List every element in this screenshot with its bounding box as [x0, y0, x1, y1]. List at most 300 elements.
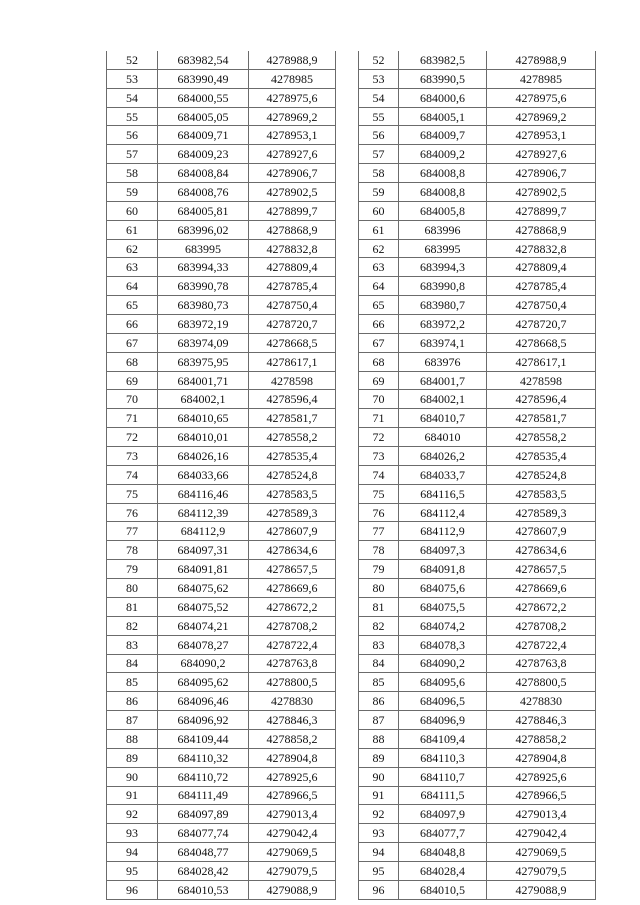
x-coordinate-cell: 684075,52: [158, 597, 249, 616]
y-coordinate-cell: 4278927,6: [487, 145, 596, 164]
table-row: [107, 579, 336, 598]
table-row: [107, 333, 336, 352]
y-coordinate-cell: 4278785,4: [487, 277, 596, 296]
point-number-cell: 90: [107, 767, 158, 786]
table-row: [359, 805, 596, 824]
point-number-cell: 71: [107, 409, 158, 428]
y-coordinate-cell: 4278904,8: [487, 748, 596, 767]
x-coordinate-cell: 684026,16: [158, 447, 249, 466]
point-number-cell: 60: [359, 201, 399, 220]
point-number-cell: 78: [107, 541, 158, 560]
x-coordinate-cell: 684008,84: [158, 164, 249, 183]
table-row: [359, 880, 596, 899]
x-coordinate-cell: 684109,44: [158, 729, 249, 748]
y-coordinate-cell: 4278750,4: [487, 296, 596, 315]
x-coordinate-cell: 684075,62: [158, 579, 249, 598]
point-number-cell: 96: [359, 880, 399, 899]
y-coordinate-cell: 4278966,5: [487, 786, 596, 805]
x-coordinate-cell: 683995: [158, 239, 249, 258]
y-coordinate-cell: 4278657,5: [249, 560, 336, 579]
y-coordinate-cell: 4279013,4: [487, 805, 596, 824]
point-number-cell: 55: [359, 107, 399, 126]
x-coordinate-cell: 684112,4: [399, 503, 487, 522]
table-row: [107, 258, 336, 277]
x-coordinate-cell: 684090,2: [399, 654, 487, 673]
table-row: [107, 503, 336, 522]
table-row: [107, 220, 336, 239]
x-coordinate-cell: 684110,72: [158, 767, 249, 786]
y-coordinate-cell: 4278607,9: [249, 522, 336, 541]
x-coordinate-cell: 684008,8: [399, 164, 487, 183]
table-row: [359, 296, 596, 315]
point-number-cell: 54: [107, 88, 158, 107]
y-coordinate-cell: 4278858,2: [487, 729, 596, 748]
table-row: [107, 51, 336, 69]
table-row: [107, 465, 336, 484]
x-coordinate-cell: 684091,8: [399, 560, 487, 579]
point-number-cell: 85: [107, 673, 158, 692]
y-coordinate-cell: 4278708,2: [487, 616, 596, 635]
point-number-cell: 70: [107, 390, 158, 409]
point-number-cell: 95: [359, 861, 399, 880]
point-number-cell: 73: [359, 447, 399, 466]
point-number-cell: 60: [107, 201, 158, 220]
x-coordinate-cell: 684097,9: [399, 805, 487, 824]
table-row: [359, 692, 596, 711]
point-number-cell: 52: [107, 51, 158, 69]
point-number-cell: 88: [107, 729, 158, 748]
point-number-cell: 77: [107, 522, 158, 541]
table-row: [107, 560, 336, 579]
y-coordinate-cell: 4278985: [487, 69, 596, 88]
table-row: [359, 201, 596, 220]
x-coordinate-cell: 683974,09: [158, 333, 249, 352]
point-number-cell: 59: [107, 183, 158, 202]
table-row: [359, 145, 596, 164]
point-number-cell: 86: [107, 692, 158, 711]
point-number-cell: 55: [107, 107, 158, 126]
point-number-cell: 68: [359, 352, 399, 371]
point-number-cell: 85: [359, 673, 399, 692]
y-coordinate-cell: 4278846,3: [249, 711, 336, 730]
table-row: [359, 729, 596, 748]
y-coordinate-cell: 4278969,2: [487, 107, 596, 126]
x-coordinate-cell: 684005,1: [399, 107, 487, 126]
x-coordinate-cell: 683990,8: [399, 277, 487, 296]
x-coordinate-cell: 684000,55: [158, 88, 249, 107]
x-coordinate-cell: 683994,3: [399, 258, 487, 277]
x-coordinate-cell: 683980,7: [399, 296, 487, 315]
table-row: [359, 616, 596, 635]
y-coordinate-cell: 4278800,5: [249, 673, 336, 692]
table-row: [359, 107, 596, 126]
table-row: [107, 296, 336, 315]
x-coordinate-cell: 684008,76: [158, 183, 249, 202]
x-coordinate-cell: 684010,7: [399, 409, 487, 428]
point-number-cell: 81: [359, 597, 399, 616]
y-coordinate-cell: 4278906,7: [249, 164, 336, 183]
table-row: [107, 711, 336, 730]
table-row: [107, 145, 336, 164]
y-coordinate-cell: 4278634,6: [249, 541, 336, 560]
x-coordinate-cell: 684075,6: [399, 579, 487, 598]
x-coordinate-cell: 684096,46: [158, 692, 249, 711]
x-coordinate-cell: 684116,46: [158, 484, 249, 503]
point-number-cell: 94: [359, 843, 399, 862]
x-coordinate-cell: 683975,95: [158, 352, 249, 371]
y-coordinate-cell: 4278966,5: [249, 786, 336, 805]
y-coordinate-cell: 4278720,7: [487, 315, 596, 334]
y-coordinate-cell: 4278830: [249, 692, 336, 711]
y-coordinate-cell: 4278785,4: [249, 277, 336, 296]
point-number-cell: 79: [107, 560, 158, 579]
y-coordinate-cell: 4278617,1: [249, 352, 336, 371]
table-row: [359, 333, 596, 352]
x-coordinate-cell: 684116,5: [399, 484, 487, 503]
table-row: [107, 522, 336, 541]
point-number-cell: 81: [107, 597, 158, 616]
x-coordinate-cell: 684077,7: [399, 824, 487, 843]
y-coordinate-cell: 4278858,2: [249, 729, 336, 748]
y-coordinate-cell: 4278832,8: [249, 239, 336, 258]
y-coordinate-cell: 4278925,6: [487, 767, 596, 786]
table-row: [107, 843, 336, 862]
y-coordinate-cell: 4279088,9: [249, 880, 336, 899]
x-coordinate-cell: 684005,8: [399, 201, 487, 220]
point-number-cell: 67: [359, 333, 399, 352]
x-coordinate-cell: 684075,5: [399, 597, 487, 616]
x-coordinate-cell: 683996,02: [158, 220, 249, 239]
y-coordinate-cell: 4279069,5: [487, 843, 596, 862]
table-row: [359, 861, 596, 880]
point-number-cell: 94: [107, 843, 158, 862]
point-number-cell: 91: [107, 786, 158, 805]
coordinates-table-left-body: [107, 51, 336, 899]
y-coordinate-cell: 4278720,7: [249, 315, 336, 334]
table-row: [359, 126, 596, 145]
table-row: [359, 503, 596, 522]
point-number-cell: 58: [107, 164, 158, 183]
y-coordinate-cell: 4278988,9: [487, 51, 596, 69]
y-coordinate-cell: 4278953,1: [249, 126, 336, 145]
table-row: [359, 183, 596, 202]
table-row: [107, 541, 336, 560]
point-number-cell: 77: [359, 522, 399, 541]
y-coordinate-cell: 4278722,4: [487, 635, 596, 654]
table-row: [359, 69, 596, 88]
point-number-cell: 86: [359, 692, 399, 711]
x-coordinate-cell: 684078,3: [399, 635, 487, 654]
x-coordinate-cell: 684010,65: [158, 409, 249, 428]
x-coordinate-cell: 684010,5: [399, 880, 487, 899]
y-coordinate-cell: 4278988,9: [249, 51, 336, 69]
table-row: [359, 239, 596, 258]
y-coordinate-cell: 4278800,5: [487, 673, 596, 692]
point-number-cell: 56: [107, 126, 158, 145]
y-coordinate-cell: 4278708,2: [249, 616, 336, 635]
y-coordinate-cell: 4278904,8: [249, 748, 336, 767]
point-number-cell: 92: [107, 805, 158, 824]
x-coordinate-cell: 684033,66: [158, 465, 249, 484]
table-row: [359, 541, 596, 560]
table-row: [107, 786, 336, 805]
x-coordinate-cell: 684096,5: [399, 692, 487, 711]
x-coordinate-cell: 684026,2: [399, 447, 487, 466]
table-row: [359, 597, 596, 616]
table-row: [107, 729, 336, 748]
point-number-cell: 65: [107, 296, 158, 315]
x-coordinate-cell: 684110,7: [399, 767, 487, 786]
table-row: [359, 164, 596, 183]
point-number-cell: 72: [359, 428, 399, 447]
point-number-cell: 74: [107, 465, 158, 484]
y-coordinate-cell: 4278524,8: [487, 465, 596, 484]
point-number-cell: 90: [359, 767, 399, 786]
x-coordinate-cell: 684112,9: [158, 522, 249, 541]
point-number-cell: 61: [359, 220, 399, 239]
point-number-cell: 59: [359, 183, 399, 202]
point-number-cell: 70: [359, 390, 399, 409]
y-coordinate-cell: 4278975,6: [249, 88, 336, 107]
y-coordinate-cell: 4278657,5: [487, 560, 596, 579]
y-coordinate-cell: 4278902,5: [487, 183, 596, 202]
x-coordinate-cell: 684028,4: [399, 861, 487, 880]
point-number-cell: 58: [359, 164, 399, 183]
table-row: [359, 390, 596, 409]
x-coordinate-cell: 683980,73: [158, 296, 249, 315]
coordinates-table-left: [106, 51, 336, 900]
point-number-cell: 72: [107, 428, 158, 447]
point-number-cell: 64: [359, 277, 399, 296]
x-coordinate-cell: 683974,1: [399, 333, 487, 352]
y-coordinate-cell: 4278634,6: [487, 541, 596, 560]
table-row: [107, 861, 336, 880]
table-row: [107, 88, 336, 107]
table-row: [359, 786, 596, 805]
table-row: [107, 447, 336, 466]
y-coordinate-cell: 4278969,2: [249, 107, 336, 126]
y-coordinate-cell: 4278899,7: [487, 201, 596, 220]
y-coordinate-cell: 4278750,4: [249, 296, 336, 315]
x-coordinate-cell: 683972,2: [399, 315, 487, 334]
table-row: [359, 560, 596, 579]
point-number-cell: 57: [359, 145, 399, 164]
point-number-cell: 69: [107, 371, 158, 390]
point-number-cell: 91: [359, 786, 399, 805]
table-row: [359, 673, 596, 692]
y-coordinate-cell: 4278672,2: [249, 597, 336, 616]
table-row: [359, 824, 596, 843]
coordinates-table-right: [358, 51, 596, 900]
point-number-cell: 66: [107, 315, 158, 334]
x-coordinate-cell: 684112,39: [158, 503, 249, 522]
table-row: [107, 201, 336, 220]
table-row: [359, 371, 596, 390]
table-row: [359, 484, 596, 503]
point-number-cell: 79: [359, 560, 399, 579]
y-coordinate-cell: 4278985: [249, 69, 336, 88]
x-coordinate-cell: 684010,53: [158, 880, 249, 899]
point-number-cell: 84: [107, 654, 158, 673]
table-row: [359, 315, 596, 334]
point-number-cell: 83: [107, 635, 158, 654]
y-coordinate-cell: 4278524,8: [249, 465, 336, 484]
x-coordinate-cell: 683982,54: [158, 51, 249, 69]
y-coordinate-cell: 4279069,5: [249, 843, 336, 862]
table-row: [107, 107, 336, 126]
x-coordinate-cell: 684048,77: [158, 843, 249, 862]
table-row: [107, 352, 336, 371]
table-row: [107, 69, 336, 88]
table-row: [107, 315, 336, 334]
x-coordinate-cell: 684010: [399, 428, 487, 447]
y-coordinate-cell: 4278925,6: [249, 767, 336, 786]
table-row: [107, 484, 336, 503]
y-coordinate-cell: 4278832,8: [487, 239, 596, 258]
point-number-cell: 82: [107, 616, 158, 635]
x-coordinate-cell: 684074,21: [158, 616, 249, 635]
y-coordinate-cell: 4278927,6: [249, 145, 336, 164]
x-coordinate-cell: 684091,81: [158, 560, 249, 579]
point-number-cell: 89: [107, 748, 158, 767]
x-coordinate-cell: 684009,71: [158, 126, 249, 145]
y-coordinate-cell: 4278809,4: [249, 258, 336, 277]
y-coordinate-cell: 4279042,4: [487, 824, 596, 843]
table-row: [359, 352, 596, 371]
y-coordinate-cell: 4278668,5: [487, 333, 596, 352]
point-number-cell: 75: [359, 484, 399, 503]
point-number-cell: 67: [107, 333, 158, 352]
y-coordinate-cell: 4278596,4: [249, 390, 336, 409]
table-row: [107, 748, 336, 767]
table-row: [107, 164, 336, 183]
point-number-cell: 53: [107, 69, 158, 88]
point-number-cell: 80: [359, 579, 399, 598]
table-row: [359, 654, 596, 673]
y-coordinate-cell: 4278809,4: [487, 258, 596, 277]
x-coordinate-cell: 683994,33: [158, 258, 249, 277]
x-coordinate-cell: 683996: [399, 220, 487, 239]
y-coordinate-cell: 4278589,3: [487, 503, 596, 522]
x-coordinate-cell: 683976: [399, 352, 487, 371]
point-number-cell: 52: [359, 51, 399, 69]
y-coordinate-cell: 4278669,6: [249, 579, 336, 598]
point-number-cell: 65: [359, 296, 399, 315]
y-coordinate-cell: 4278672,2: [487, 597, 596, 616]
table-row: [359, 220, 596, 239]
table-row: [359, 51, 596, 69]
y-coordinate-cell: 4278558,2: [249, 428, 336, 447]
y-coordinate-cell: 4278607,9: [487, 522, 596, 541]
table-row: [107, 880, 336, 899]
table-row: [359, 258, 596, 277]
x-coordinate-cell: 684110,3: [399, 748, 487, 767]
y-coordinate-cell: 4279088,9: [487, 880, 596, 899]
point-number-cell: 87: [359, 711, 399, 730]
point-number-cell: 62: [359, 239, 399, 258]
x-coordinate-cell: 684077,74: [158, 824, 249, 843]
point-number-cell: 74: [359, 465, 399, 484]
table-row: [107, 805, 336, 824]
x-coordinate-cell: 684090,2: [158, 654, 249, 673]
y-coordinate-cell: 4278535,4: [487, 447, 596, 466]
x-coordinate-cell: 684002,1: [399, 390, 487, 409]
point-number-cell: 63: [359, 258, 399, 277]
y-coordinate-cell: 4279042,4: [249, 824, 336, 843]
y-coordinate-cell: 4278596,4: [487, 390, 596, 409]
point-number-cell: 63: [107, 258, 158, 277]
table-row: [359, 748, 596, 767]
x-coordinate-cell: 683972,19: [158, 315, 249, 334]
table-row: [359, 428, 596, 447]
point-number-cell: 66: [359, 315, 399, 334]
x-coordinate-cell: 684033,7: [399, 465, 487, 484]
point-number-cell: 57: [107, 145, 158, 164]
point-number-cell: 73: [107, 447, 158, 466]
y-coordinate-cell: 4278830: [487, 692, 596, 711]
point-number-cell: 92: [359, 805, 399, 824]
x-coordinate-cell: 684048,8: [399, 843, 487, 862]
y-coordinate-cell: 4278668,5: [249, 333, 336, 352]
point-number-cell: 82: [359, 616, 399, 635]
x-coordinate-cell: 684111,49: [158, 786, 249, 805]
point-number-cell: 54: [359, 88, 399, 107]
y-coordinate-cell: 4278763,8: [249, 654, 336, 673]
table-row: [359, 447, 596, 466]
y-coordinate-cell: 4278899,7: [249, 201, 336, 220]
table-row: [359, 409, 596, 428]
y-coordinate-cell: 4278868,9: [487, 220, 596, 239]
x-coordinate-cell: 684028,42: [158, 861, 249, 880]
x-coordinate-cell: 684112,9: [399, 522, 487, 541]
point-number-cell: 76: [359, 503, 399, 522]
coordinates-table-right-body: [359, 51, 596, 899]
point-number-cell: 84: [359, 654, 399, 673]
point-number-cell: 78: [359, 541, 399, 560]
x-coordinate-cell: 684009,7: [399, 126, 487, 145]
table-row: [107, 635, 336, 654]
point-number-cell: 87: [107, 711, 158, 730]
table-row: [107, 428, 336, 447]
y-coordinate-cell: 4279079,5: [249, 861, 336, 880]
point-number-cell: 64: [107, 277, 158, 296]
x-coordinate-cell: 684096,92: [158, 711, 249, 730]
x-coordinate-cell: 684074,2: [399, 616, 487, 635]
table-row: [107, 692, 336, 711]
y-coordinate-cell: 4278598: [487, 371, 596, 390]
x-coordinate-cell: 683982,5: [399, 51, 487, 69]
x-coordinate-cell: 684097,89: [158, 805, 249, 824]
x-coordinate-cell: 684097,3: [399, 541, 487, 560]
point-number-cell: 62: [107, 239, 158, 258]
table-row: [359, 579, 596, 598]
y-coordinate-cell: 4278617,1: [487, 352, 596, 371]
x-coordinate-cell: 683990,78: [158, 277, 249, 296]
table-row: [359, 767, 596, 786]
y-coordinate-cell: 4278589,3: [249, 503, 336, 522]
point-number-cell: 83: [359, 635, 399, 654]
point-number-cell: 76: [107, 503, 158, 522]
table-row: [359, 711, 596, 730]
point-number-cell: 71: [359, 409, 399, 428]
point-number-cell: 89: [359, 748, 399, 767]
x-coordinate-cell: 684111,5: [399, 786, 487, 805]
y-coordinate-cell: 4279013,4: [249, 805, 336, 824]
y-coordinate-cell: 4278583,5: [249, 484, 336, 503]
table-row: [359, 277, 596, 296]
x-coordinate-cell: 684095,6: [399, 673, 487, 692]
point-number-cell: 95: [107, 861, 158, 880]
